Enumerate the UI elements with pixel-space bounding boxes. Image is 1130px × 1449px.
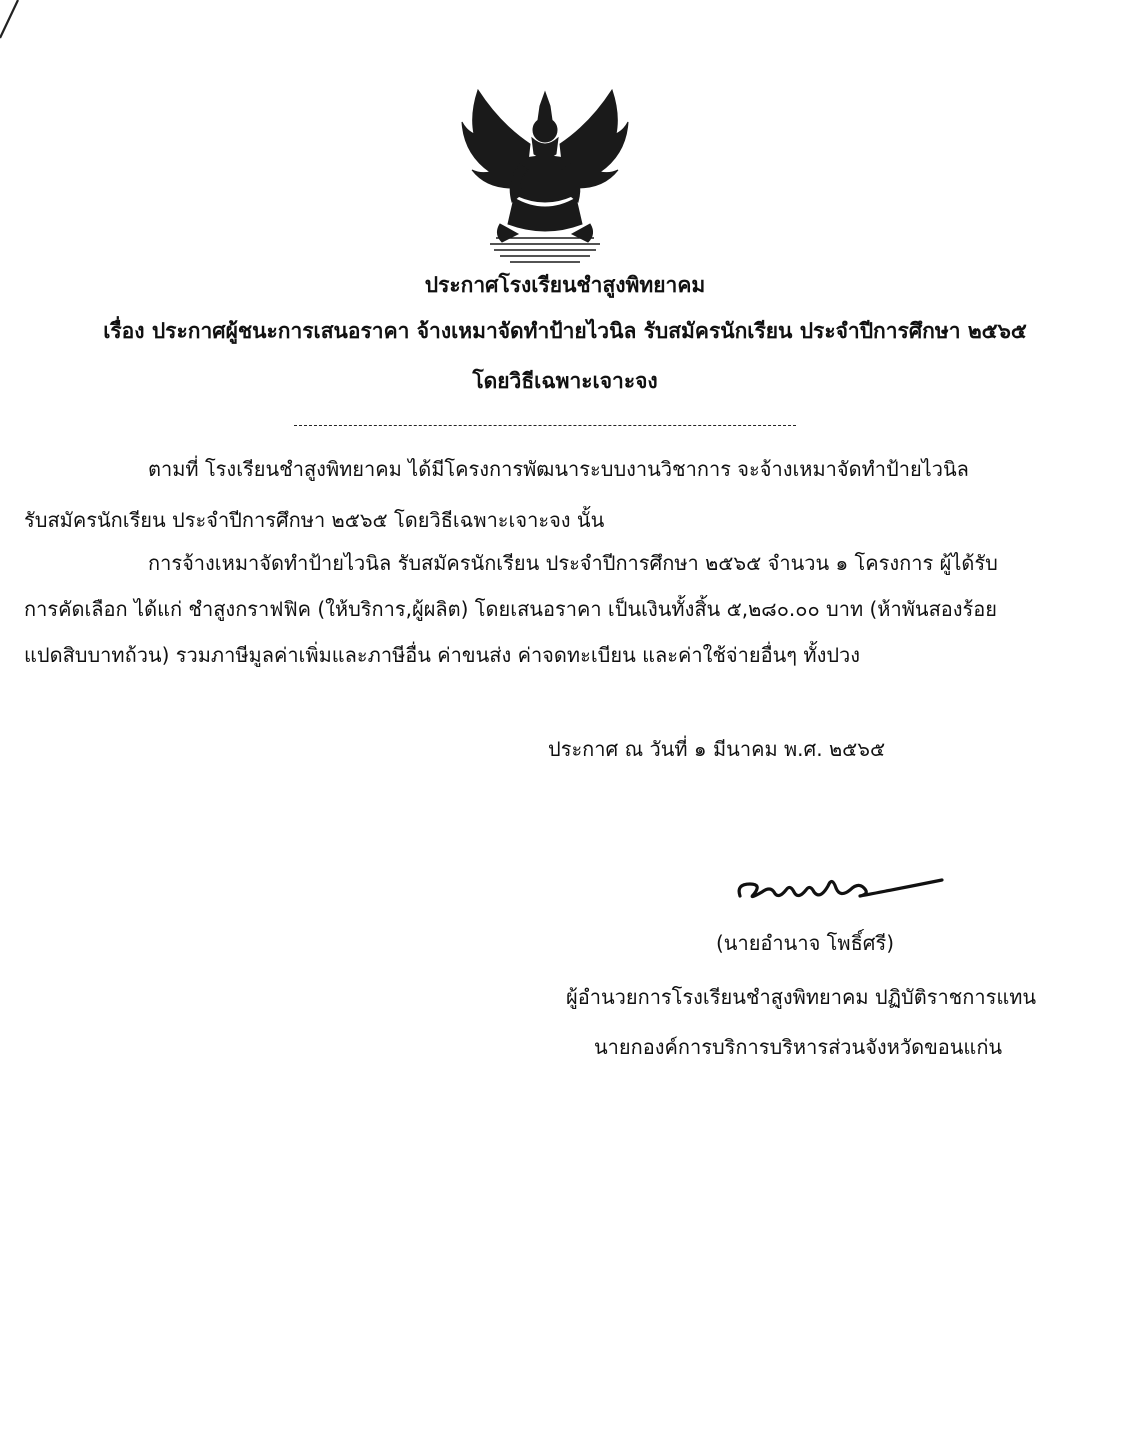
page-corner-mark [0,0,22,40]
announcement-subject: เรื่อง ประกาศผู้ชนะการเสนอราคา จ้างเหมาจัดทำป้ายไวนิล รับสมัครนักเรียน ประจำปีการศึกษา ๒๕๖๕ [103,319,1027,343]
announce-date: ประกาศ ณ วันที่ ๑ มีนาคม พ.ศ. ๒๕๖๕ [548,737,886,761]
signer-name: (นายอำนาจ โพธิ์ศรี) [716,931,895,955]
separator-line [294,425,796,426]
signer-position-line-1: ผู้อำนวยการโรงเรียนชำสูงพิทยาคม ปฏิบัติราชการแทน [566,985,1037,1009]
signature-image [732,862,946,906]
paragraph-1-line-2: รับสมัครนักเรียน ประจำปีการศึกษา ๒๕๖๕ โดยวิธีเฉพาะเจาะจง นั้น [24,508,605,532]
signer-position-line-2: นายกองค์การบริการบริหารส่วนจังหวัดขอนแก่น [594,1035,1003,1059]
procurement-method: โดยวิธีเฉพาะเจาะจง [472,369,658,393]
paragraph-1-line-1: ตามที่ โรงเรียนชำสูงพิทยาคม ได้มีโครงการพัฒนาระบบงานวิชาการ จะจ้างเหมาจัดทำป้ายไวนิล [148,457,969,481]
garuda-emblem-icon [460,84,630,266]
paragraph-2-line-3: แปดสิบบาทถ้วน) รวมภาษีมูลค่าเพิ่มและภาษีอื่น ค่าขนส่ง ค่าจดทะเบียน และค่าใช้จ่ายอื่นๆ ทั้งปวง [24,643,861,667]
paragraph-2-line-2: การคัดเลือก ได้แก่ ชำสูงกราฟฟิค (ให้บริการ,ผู้ผลิต) โดยเสนอราคา เป็นเงินทั้งสิ้น ๕,๒๘๐.๐๐ บาท (ห้าพันสองร้อย [24,597,998,621]
announcement-title: ประกาศโรงเรียนชำสูงพิทยาคม [424,273,706,297]
paragraph-2-line-1: การจ้างเหมาจัดทำป้ายไวนิล รับสมัครนักเรียน ประจำปีการศึกษา ๒๕๖๕ จำนวน ๑ โครงการ ผู้ได้รับ [148,551,998,575]
